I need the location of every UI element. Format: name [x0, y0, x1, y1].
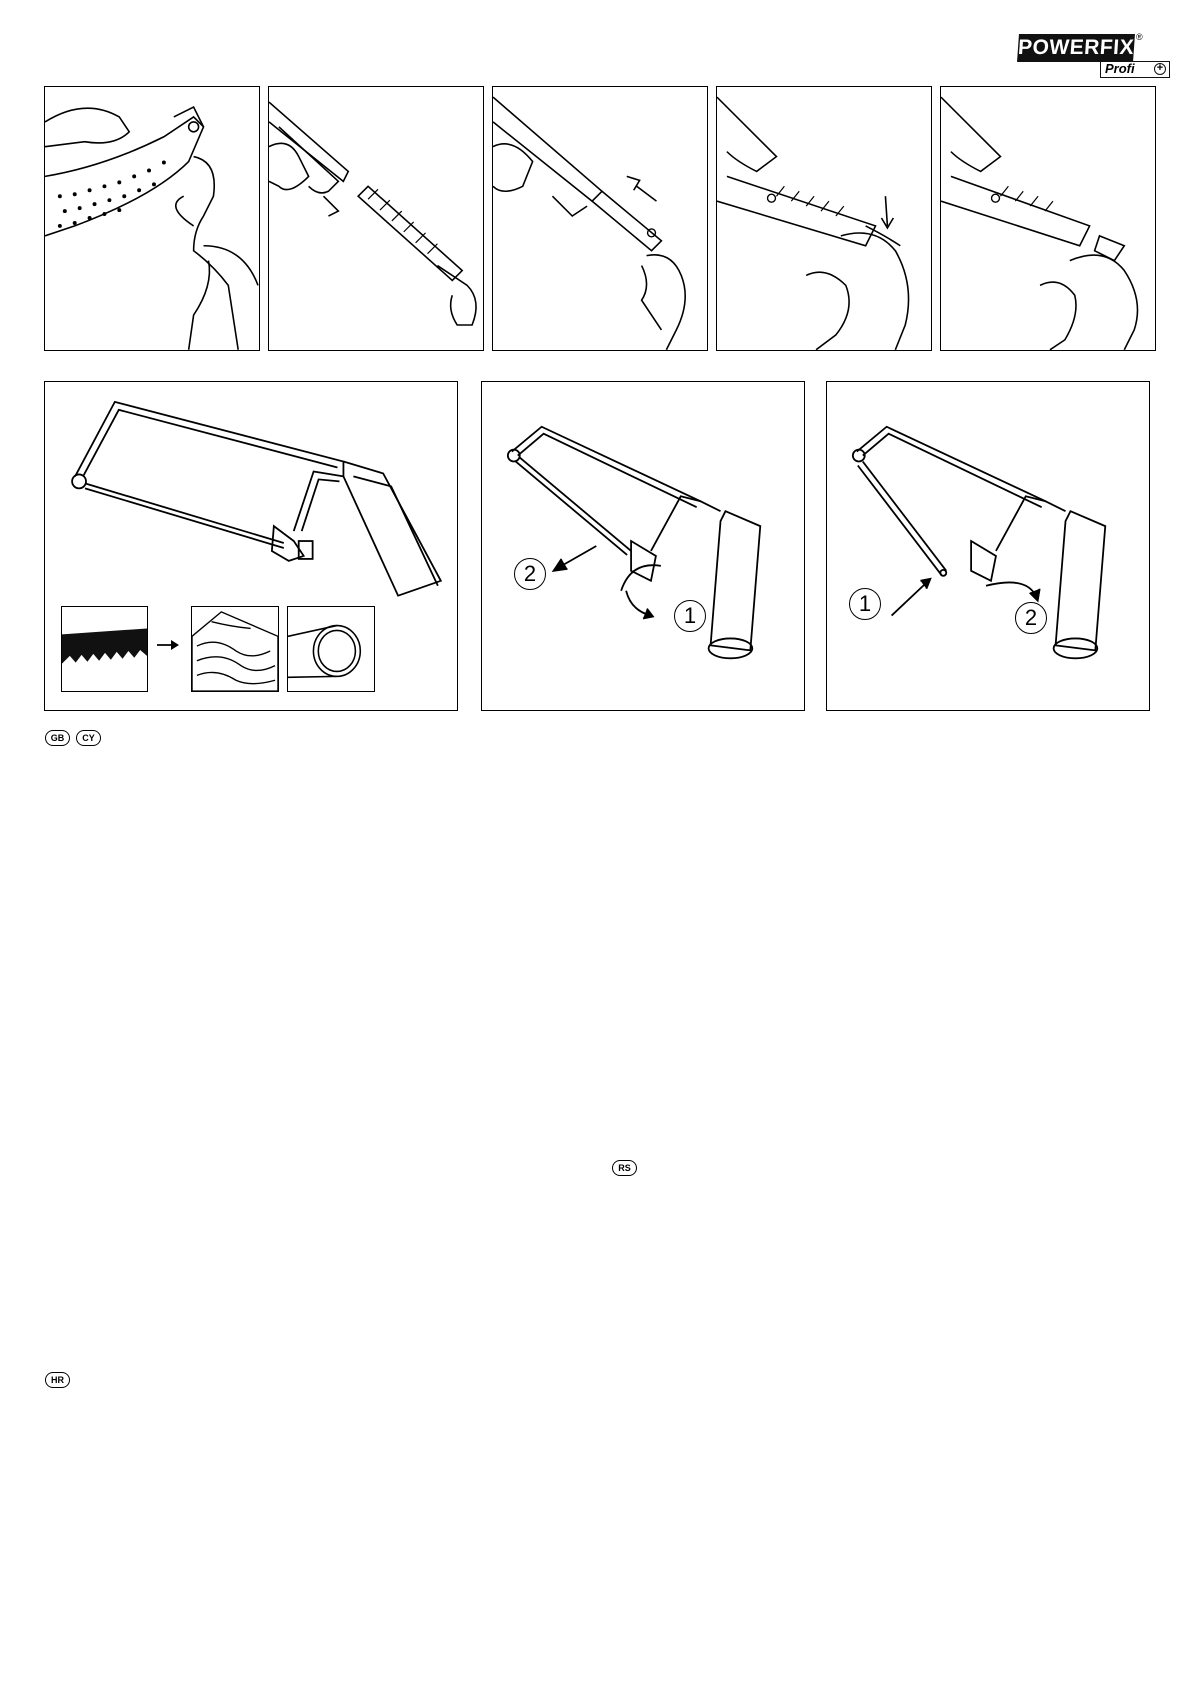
brand-name: POWERFIX — [1017, 34, 1135, 62]
knife-snap-illustration — [717, 87, 931, 350]
pipe-illustration — [288, 607, 374, 691]
wood-plank-illustration — [192, 607, 278, 691]
step-marker: 1 — [849, 588, 881, 620]
language-badge-hr: HR — [45, 1372, 70, 1388]
language-badge-gb: GB — [45, 730, 70, 746]
knife-hand-illustration — [45, 87, 259, 350]
figure-saw-remove — [826, 381, 1150, 711]
registered-mark: ® — [1136, 32, 1143, 42]
knife-broken-blade-illustration — [941, 87, 1155, 350]
figure-pipe-material — [287, 606, 375, 692]
figure-wood-material — [191, 606, 279, 692]
hacksaw-install-illustration — [482, 382, 804, 710]
arrow-right-icon — [157, 637, 181, 653]
step-marker: 2 — [1015, 602, 1047, 634]
figure-saw-overview — [44, 381, 458, 711]
brand-sub-label: Profi — [1105, 61, 1135, 76]
figure-saw-install — [481, 381, 805, 711]
knife-blade-illustration — [269, 87, 483, 350]
blade-teeth-illustration — [62, 607, 147, 691]
figure-knife-4 — [716, 86, 932, 351]
figure-knife-1 — [44, 86, 260, 351]
figure-knife-5 — [940, 86, 1156, 351]
language-badge-rs: RS — [612, 1160, 637, 1176]
step-marker: 2 — [514, 558, 546, 590]
brand-logo — [1017, 32, 1164, 78]
figure-knife-2 — [268, 86, 484, 351]
step-marker: 1 — [674, 600, 706, 632]
plus-icon: + — [1154, 63, 1166, 75]
knife-insert-illustration — [493, 87, 707, 350]
language-badge-cy: CY — [76, 730, 101, 746]
brand-sub — [1100, 61, 1170, 78]
figure-knife-3 — [492, 86, 708, 351]
figure-blade-teeth — [61, 606, 148, 692]
hacksaw-remove-illustration — [827, 382, 1149, 710]
